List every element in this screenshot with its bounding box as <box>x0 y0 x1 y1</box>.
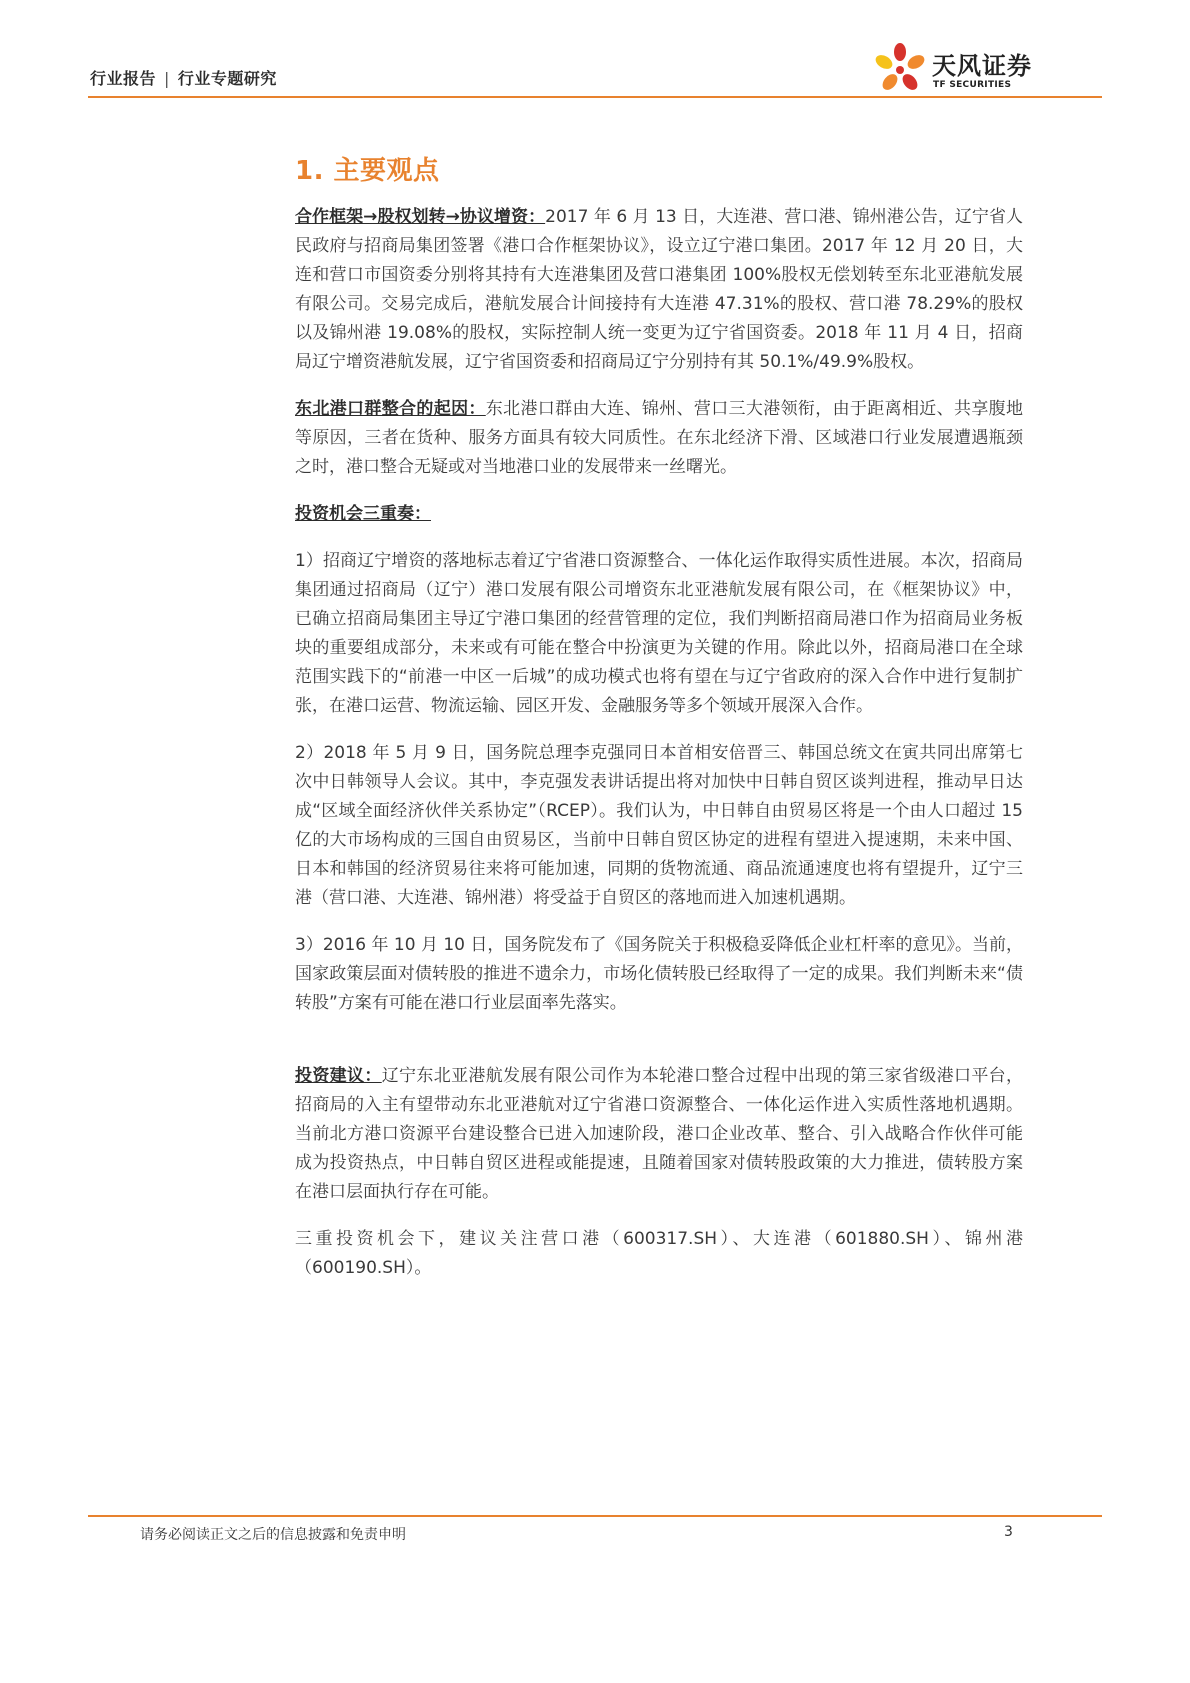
paragraph-text: 2）2018 年 5 月 9 日，国务院总理李克强同日本首相安倍晋三、韩国总统文在寅共同出席第七次中日韩领导人会议。其中，李克强发表讲话提出将对加快中日韩自贸区谈判进程，推动早日达成“区域全面经济伙伴关系协定”（RCEP）。我们认为，中日韩自由贸易区将是一个由人口超过 15 亿的大市场构成的三国自由贸易区，当前中日韩自贸区协定的进程有望进入提速期，未来中国、日本和韩国的经济贸易往来将可能加速，同期的货物流通、商品流通速度也将有望提升，辽宁三港（营口港、大连港、锦州港）将受益于自贸区的落地而进入加速机遇期。 <box>295 743 1023 908</box>
paragraph-investment-trio-heading <box>295 500 1023 529</box>
report-subcategory: 行业专题研究 <box>177 69 277 88</box>
report-breadcrumb <box>90 66 277 89</box>
breadcrumb-separator: | <box>164 69 170 88</box>
paragraph-lead: 东北港口群整合的起因： <box>295 399 486 419</box>
paragraph-lead: 投资机会三重奏： <box>295 504 431 524</box>
paragraph-text: 三重投资机会下，建议关注营口港（600317.SH）、大连港（601880.SH）、锦州港（600190.SH）。 <box>295 1229 1023 1278</box>
paragraph-cooperation-framework <box>295 203 1023 377</box>
paragraph-text: 1）招商辽宁增资的落地标志着辽宁省港口资源整合、一体化运作取得实质性进展。本次，招商局集团通过招商局（辽宁）港口发展有限公司增资东北亚港航发展有限公司，在《框架协议》中，已确立招商局集团主导辽宁港口集团的经营管理的定位，我们判断招商局港口作为招商局业务板块的重要组成部分，未来或有可能在整合中扮演更为关键的作用。除此以外，招商局港口在全球范围实践下的“前港一中区一后城”的成功模式也将有望在与辽宁省政府的深入合作中进行复制扩张，在港口运营、物流运输、园区开发、金融服务等多个领域开展深入合作。 <box>295 551 1023 716</box>
paragraph-integration-cause <box>295 395 1023 482</box>
paragraph-text: 辽宁东北亚港航发展有限公司作为本轮港口整合过程中出现的第三家省级港口平台，招商局的入主有望带动东北亚港航对辽宁省港口资源整合、一体化运作进入实质性落地机遇期。当前北方港口资源平台建设整合已进入加速阶段，港口企业改革、整合、引入战略合作伙伴可能成为投资热点，中日韩自贸区进程或能提速，且随着国家对债转股政策的大力推进，债转股方案在港口层面执行存在可能。 <box>295 1066 1024 1202</box>
paragraph-point-3 <box>295 931 1023 1018</box>
flower-logo-icon <box>870 40 930 100</box>
paragraph-text: 2017 年 6 月 13 日，大连港、营口港、锦州港公告，辽宁省人民政府与招商局集团签署《港口合作框架协议》，设立辽宁港口集团。2017 年 12 月 20 日，大连和营口市国资委分别将其持有大连港集团及营口港集团 100%股权无偿划转至东北亚港航发展有限公司。交易完成后，港航发展合计间接持有大连港 47.31%的股权、营口港 78.29%的股权以及锦州港 19.08%的股权，实际控制人统一变更为辽宁省国资委。2018 年 11 月 4 日，招商局辽宁增资港航发展，辽宁省国资委和招商局辽宁分别持有其 50.1%/49.9%股权。 <box>295 207 1023 372</box>
paragraph-text: 3）2016 年 10 月 10 日，国务院发布了《国务院关于积极稳妥降低企业杠杆率的意见》。当前，国家政策层面对债转股的推进不遗余力，市场化债转股已经取得了一定的成果。我们判断未来“债转股”方案有可能在港口行业层面率先落实。 <box>295 935 1023 1013</box>
header-divider <box>88 96 1102 98</box>
paragraph-point-2 <box>295 739 1023 913</box>
paragraph-investment-advice <box>295 1062 1023 1207</box>
report-category: 行业报告 <box>90 69 157 88</box>
paragraph-point-1 <box>295 547 1023 721</box>
paragraph-lead: 投资建议： <box>295 1066 382 1086</box>
spacer <box>295 1036 1023 1062</box>
logo-english-name: TF SECURITIES <box>933 80 1012 90</box>
footer-disclaimer: 请务必阅读正文之后的信息披露和免责申明 <box>140 1527 406 1543</box>
footer-divider <box>88 1515 1102 1517</box>
paragraph-lead: 合作框架→股权划转→协议增资： <box>295 207 546 227</box>
page-number: 3 <box>1004 1524 1013 1540</box>
tf-securities-logo <box>870 40 1100 100</box>
main-content <box>295 150 1023 1301</box>
logo-chinese-name: 天风证券 <box>932 52 1032 80</box>
section-title: 1. 主要观点 <box>295 156 440 186</box>
paragraph-text: 东北港口群由大连、锦州、营口三大港领衔，由于距离相近、共享腹地等原因，三者在货种、服务方面具有较大同质性。在东北经济下滑、区域港口行业发展遭遇瓶颈之时，港口整合无疑或对当地港口业的发展带来一丝曙光。 <box>295 399 1024 477</box>
paragraph-recommendation <box>295 1225 1023 1283</box>
